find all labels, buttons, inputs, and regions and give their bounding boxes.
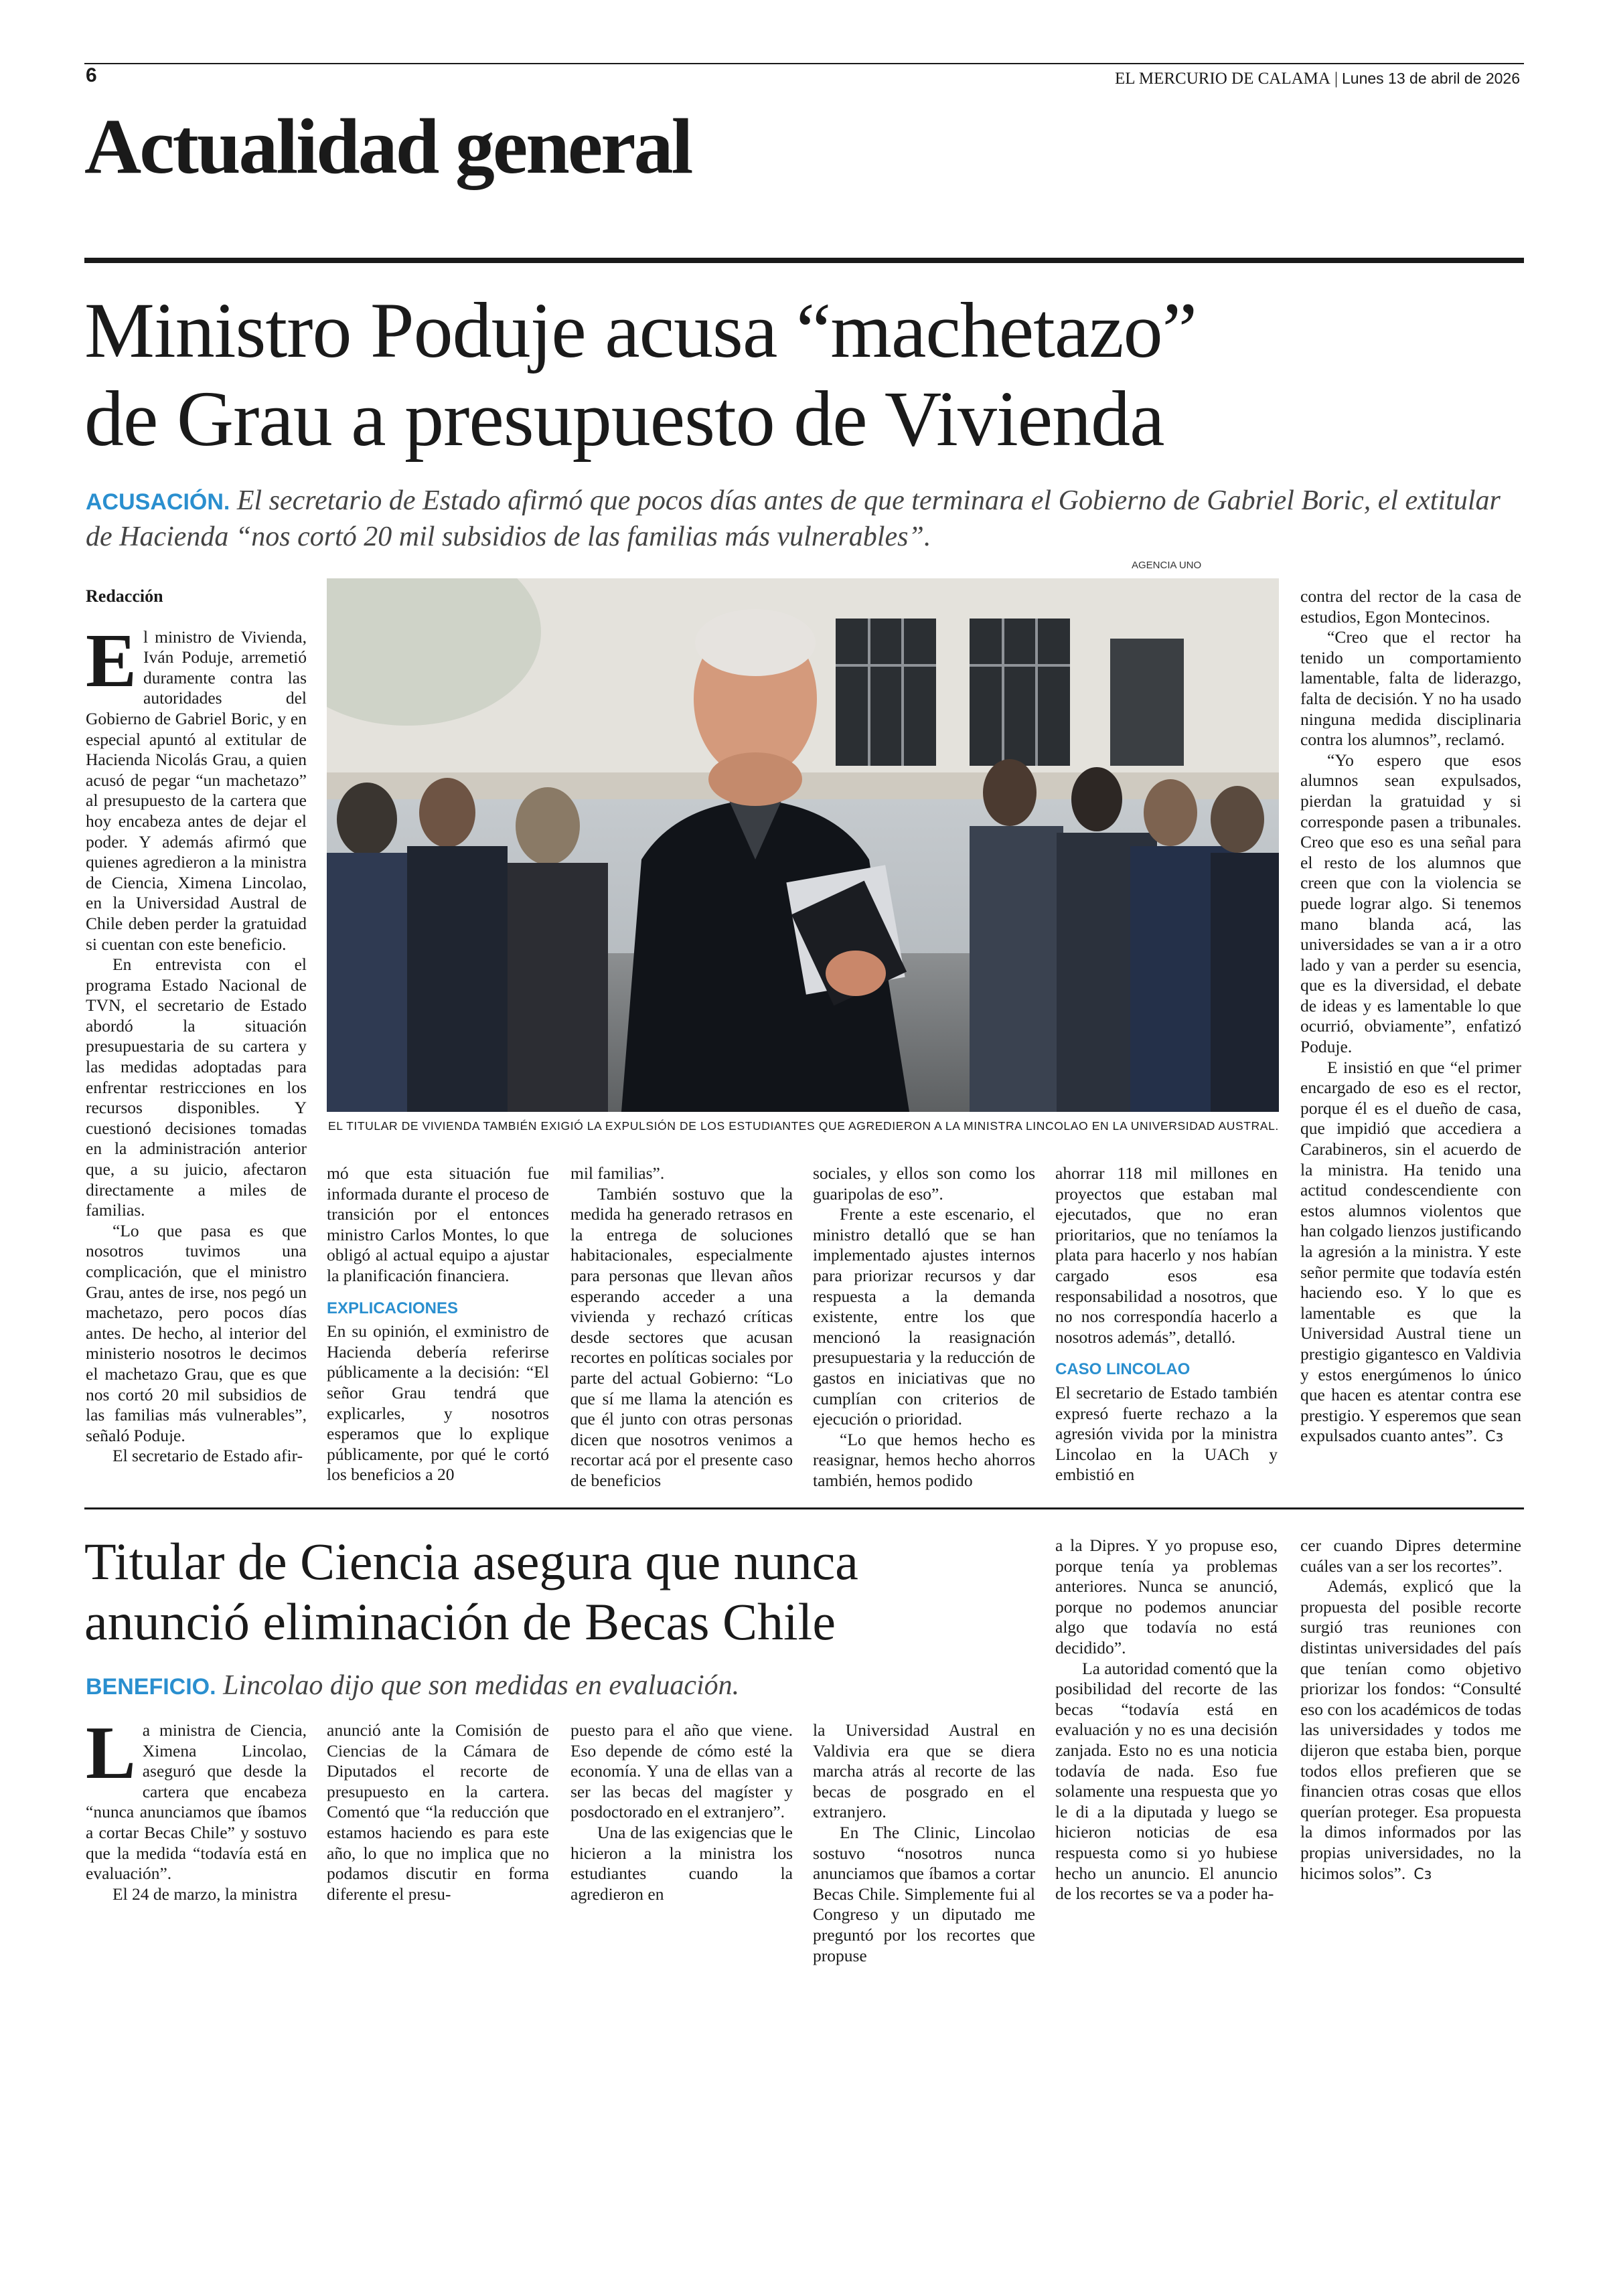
article1-column-5 [1055,1163,1278,1485]
article2-paragraph: En The Clinic, Lincolao sostuvo “nosotros nunca anunciamos que íbamos a cortar Becas Chile. Simplemente fui al Congreso y un diputado me preguntó por los recortes que propuse [813,1822,1035,1965]
article1-column-6 [1300,586,1521,1448]
article2-column-2 [327,1720,549,1904]
article1-paragraph: “Lo que hemos hecho es reasignar, hemos hecho ahorros también, hemos podido [813,1429,1035,1490]
section-title: Actualidad general [84,102,692,190]
end-mark-icon: Cɜ [1413,1866,1432,1883]
article1-paragraph: El ministro de Vivienda, Iván Poduje, arremetió duramente contra las autoridades del Gobierno de Gabriel Boric, y en especial apuntó al extitular de Hacienda Nicolás Grau, a quien acusó de pegar “un machetazo” al presupuesto de la cartera que hoy encabeza antes de dejar el poder. Y además afirmó que quienes agredieron a la ministra de Ciencia, Ximena Lincolao, en la Universidad Austral de Chile deben perder la gratuidad si cuentan con este beneficio. [86,617,307,954]
article1-paragraph: sociales, y ellos son como los guaripolas de eso”. [813,1163,1035,1204]
subhead-explicaciones: EXPLICACIONES [327,1299,459,1317]
article1-column-2 [327,1163,549,1485]
article2-paragraph: La autoridad comentó que la posibilidad del recorte de las becas “todavía está en evaluación y no es una decisión zanjada. Esto no es una noticia todavía de nada. Eso fue solamente una respuesta que yo le di a la diputada y luego se hicieron noticias de esa respuesta como si yo hubiese hecho un anuncio. El anuncio de los recortes se va a poder ha- [1055,1658,1278,1904]
page-number: 6 [86,64,97,86]
article1-paragraph: “Lo que pasa es que nosotros tuvimos una complicación, que el ministro Grau, antes de irse, nos pegó un machetazo, pero pocos días antes. De hecho, al interior del ministerio nosotros le decimos el machetazo Grau, que es que nos cortó 20 mil subsidios de las familias más vulnerables”, señaló Poduje. [86,1220,307,1445]
article1-paragraph: Frente a este escenario, el ministro detalló que se han implementado ajustes internos para priorizar recursos y dar respuesta a la demanda existente, entre los que mencionó la reasignación presupuestaria y la reducción de gastos en iniciativas que no cumplían con criterios de ejecución o prioridad. [813,1204,1035,1429]
article1-paragraph: “Creo que el rector ha tenido un comportamiento lamentable, falta de liderazgo, falta de decisión. Y no ha usado ninguna medida disciplinaria contra los alumnos”, reclamó. [1300,627,1521,750]
article1-paragraph: En su opinión, el exministro de Hacienda debería referirse públicamente a la decisión: “El señor Grau tendrá que explicarles, y nosotros esperamos que lo explique públicamente, por qué le cortó los beneficios a 20 [327,1321,549,1485]
article2-column-5 [1055,1536,1278,1904]
article1-headline-line1: Ministro Poduje acusa “machetazo” [84,286,1197,374]
photo-illustration [327,578,1279,1112]
article1-headline-line2: de Grau a presupuesto de Vivienda [84,375,1164,463]
article1-paragraph: ahorrar 118 mil millones en proyectos que estaban mal ejecutados, que no eran prioritarios, que no teníamos la plata para hacerlo y nos habían cargado esos esa responsabilidad a nosotros, que no nos correspondía hacerlo a nosotros además”, detalló. [1055,1163,1278,1347]
article1-headline [84,286,1544,463]
article2-headline-line2: anunció eliminación de Becas Chile [84,1592,836,1651]
article1-column-3 [570,1163,793,1491]
article2-column-6 [1300,1536,1521,1885]
article2-kicker: BENEFICIO. [86,1674,216,1700]
end-mark-icon: Cɜ [1485,1428,1504,1446]
article2-paragraph: El 24 de marzo, la ministra [112,1884,298,1904]
article1-column-4 [813,1163,1035,1491]
article1-paragraph: mil familias”. [570,1163,665,1183]
article1-paragraph: “Yo espero que esos alumnos sean expulsados, pierdan la gratuidad y si corresponde pasen a tribunales. Creo que eso es una señal para el resto de los alumnos que creen que con la violencia se puede lograr algo. Si tenemos mano blanda acá, las universidades se van a ir a otro lado y van a perder su esencia, que es la diversidad, el debate de ideas y es lamentable lo que ocurrió, obviamente”, enfatizó Poduje. [1300,750,1521,1057]
article1-paragraph: El secretario de Estado afir- [112,1446,303,1466]
article2-deck-text: Lincolao dijo que son medidas en evaluación. [223,1670,740,1701]
masthead [1115,70,1520,88]
article1-deck-text: El secretario de Estado afirmó que pocos días antes de que terminara el Gobierno de Gabriel Boric, el extitular de Hacienda “nos cortó 20 mil subsidios de las familias más vulnerables”. [86,485,1501,552]
article2-paragraph: cer cuando Dipres determine cuáles van a ser los recortes”. [1300,1536,1521,1576]
issue-date: Lunes 13 de abril de 2026 [1342,70,1520,87]
article2-column-1 [86,1712,307,1904]
article1-column-1 [86,586,307,1467]
publication-name: EL MERCURIO DE CALAMA [1114,70,1330,88]
article1-byline: Redacción [86,586,163,606]
article2-headline [84,1532,995,1652]
article2-column-3 [570,1720,793,1904]
article2-paragraph: la Universidad Austral en Valdivia era que se diera marcha atrás al recorte de las becas de posgrado en el extranjero. [813,1720,1035,1822]
article1-paragraph: mó que esta situación fue informada durante el proceso de transición por el entonces ministro Carlos Montes, lo que obligó al actual equipo a ajustar la planificación financiera. [327,1163,549,1285]
article2-paragraph: a la Dipres. Y yo propuse eso, porque tenía ya problemas anteriores. Nunca se anunció, porque no podemos anunciar algo que todavía no está decidido”. [1055,1536,1278,1657]
article2-paragraph: Además, explicó que la propuesta del posible recorte surgió tras reuniones con distintas universidades del país que tenían como objetivo priorizar los fondos: “Consulté eso con los académicos de todas las universidades y todos me dijeron que estaba bien, porque todos ellos prefieren que se financien otras cosas que ellos querían proteger. Esa propuesta la dimos informados por las propias universidades, no la hicimos solos”. Cɜ [1300,1576,1521,1883]
subhead-caso-lincolao: CASO LINCOLAO [1055,1360,1191,1379]
article2-column-4 [813,1720,1035,1966]
article2-deck [86,1668,956,1704]
article1-paragraph: También sostuvo que la medida ha generado retrasos en la entrega de soluciones habitacionales, especialmente para personas que llevan años esperando acceder a una vivienda y rechazó críticas desde sectores que acusan recortes en políticas sociales por parte del actual Gobierno: “Lo que sí me llama la atención es que él junto con otras personas dicen que nosotros venimos a recortar acá por el presente caso de beneficios [570,1183,793,1490]
article1-drop-cap: E [86,617,137,703]
article2-paragraph: Una de las exigencias que le hicieron a la ministra los estudiantes cuando la agredieron en [570,1822,793,1904]
article2-paragraph: puesto para el año que viene. Eso depende de cómo esté la economía. Y una de ellas van a ser las becas del magíster y posdoctorado en el extranjero”. [570,1720,793,1822]
masthead-separator: | [1334,70,1338,88]
article1-kicker: ACUSACIÓN. [86,489,230,515]
article2-paragraph: La ministra de Ciencia, Ximena Lincolao, aseguró que desde la cartera que encabeza “nunca anunciamos que íbamos a cortar Becas Chile” y sostuvo que la medida “todavía está en evaluación”. [86,1712,307,1884]
article1-photo [327,578,1279,1112]
article2-paragraph: anunció ante la Comisión de Ciencias de la Cámara de Diputados el recorte de presupuesto en la cartera. Comentó que “la reducción que estamos haciendo es para este año, lo que no implica que no podamos discutir en forma diferente el presu- [327,1720,549,1904]
article1-paragraph: El secretario de Estado también expresó fuerte rechazo a la agresión vivida por la ministra Lincolao en la UACh y embistió en [1055,1382,1278,1485]
article1-deck [86,483,1519,554]
article1-paragraph: contra del rector de la casa de estudios, Egon Montecinos. [1300,586,1521,627]
photo-credit: AGENCIA UNO [1132,560,1202,571]
article2-headline-line1: Titular de Ciencia asegura que nunca [84,1532,858,1590]
article1-paragraph: En entrevista con el programa Estado Nacional de TVN, el secretario de Estado abordó la situación presupuestaria de su cartera y las medidas adoptadas para enfrentar restricciones en los recursos disponibles. Y cuestionó decisiones tomadas en la administración anterior que, a su juicio, afectaron directamente a miles de familias. [86,955,307,1220]
article1-paragraph: E insistió en que “el primer encargado de eso es el rector, porque él es el dueño de casa, que impidió que accediera a Carabineros, sin el acuerdo de la ministra. Ha tenido una actitud condescendiente con estos alumnos violentos que han colgado lienzos justificando la agresión a la ministra. Y este señor permite que todavía estén haciendo eso. Y lo que es lamentable es que la Universidad Austral tiene un prestigio gigantesco en Valdivia y estos energúmenos lo único que hacen es atentar contra ese prestigio. Y esperemos que sean expulsados cuanto antes”. Cɜ [1300,1057,1521,1446]
article2-drop-cap: L [86,1712,136,1795]
photo-caption: EL TITULAR DE VIVIENDA TAMBIÉN EXIGIÓ LA EXPULSIÓN DE LOS ESTUDIANTES QUE AGREDIERON A LA MINISTRA LINCOLAO EN LA UNIVERSIDAD AUSTRAL. [328,1119,1279,1133]
